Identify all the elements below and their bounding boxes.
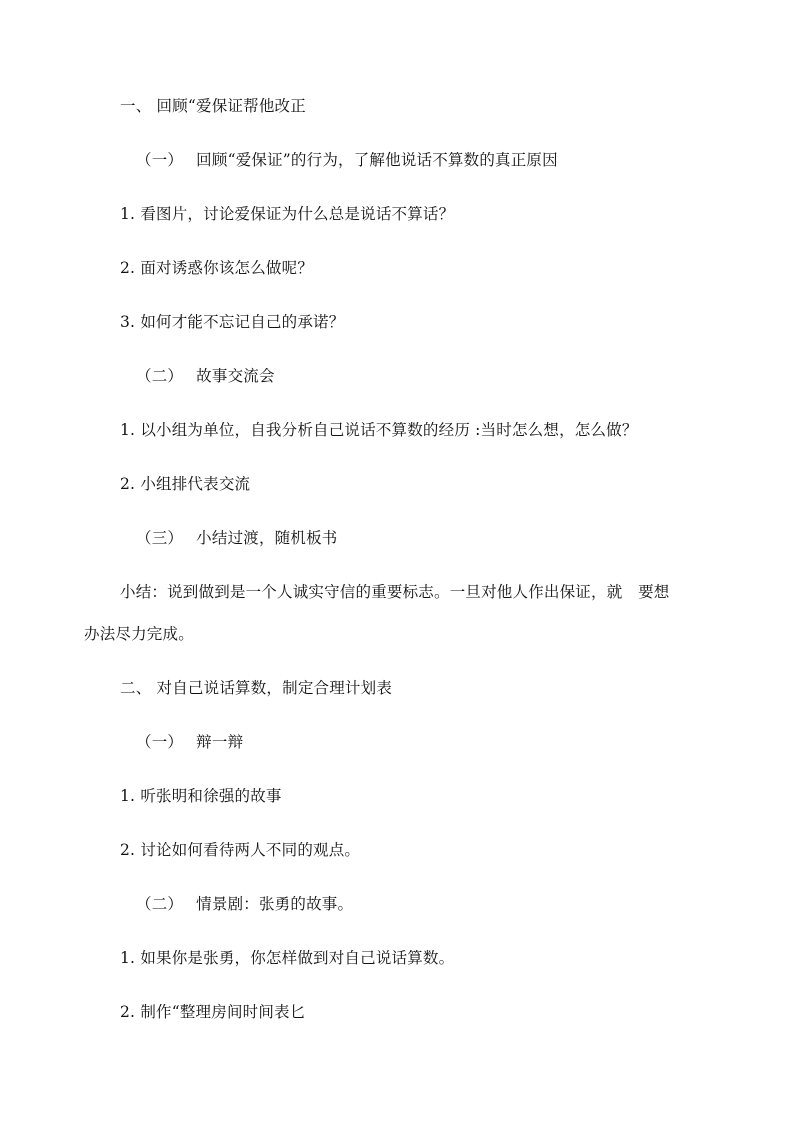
section-heading-2: 二、 对自己说话算数，制定合理计划表	[120, 679, 393, 697]
section-heading-1: 一、 回顾“爱保证帮他改正	[120, 97, 306, 115]
subsection-heading: （一） 回顾“爱保证”的行为，了解他说话不算数的真正原因	[136, 151, 558, 169]
list-item: 1. 看图片，讨论爱保证为什么总是说话不算话？	[120, 205, 455, 223]
list-item: 2. 面对诱惑你该怎么做呢？	[120, 259, 314, 277]
list-item: 2. 制作“整理房间时间表匕	[120, 1003, 306, 1021]
list-item: 1. 如果你是张勇，你怎样做到对自己说话算数。	[120, 949, 455, 967]
list-item: 2. 小组排代表交流	[120, 475, 251, 493]
list-item: 3. 如何才能不忘记自己的承诺？	[120, 313, 345, 331]
list-item: 1. 以小组为单位，自我分析自己说话不算数的经历 :当时怎么想，怎么做？	[120, 421, 638, 439]
summary-line-1: 小结：说到做到是一个人诚实守信的重要标志。一旦对他人作出保证，就 要想	[120, 583, 670, 601]
summary-line-2: 办法尽力完成。	[84, 625, 194, 643]
subsection-heading: （二） 故事交流会	[136, 367, 275, 385]
subsection-heading: （一） 辩一辩	[136, 733, 244, 751]
summary-paragraph	[84, 582, 724, 644]
list-item: 2. 讨论如何看待两人不同的观点。	[120, 841, 361, 859]
list-item: 1. 听张明和徐强的故事	[120, 787, 282, 805]
subsection-heading: （二） 情景剧：张勇的故事。	[136, 895, 354, 913]
subsection-heading: （三） 小结过渡，随机板书	[136, 529, 338, 547]
